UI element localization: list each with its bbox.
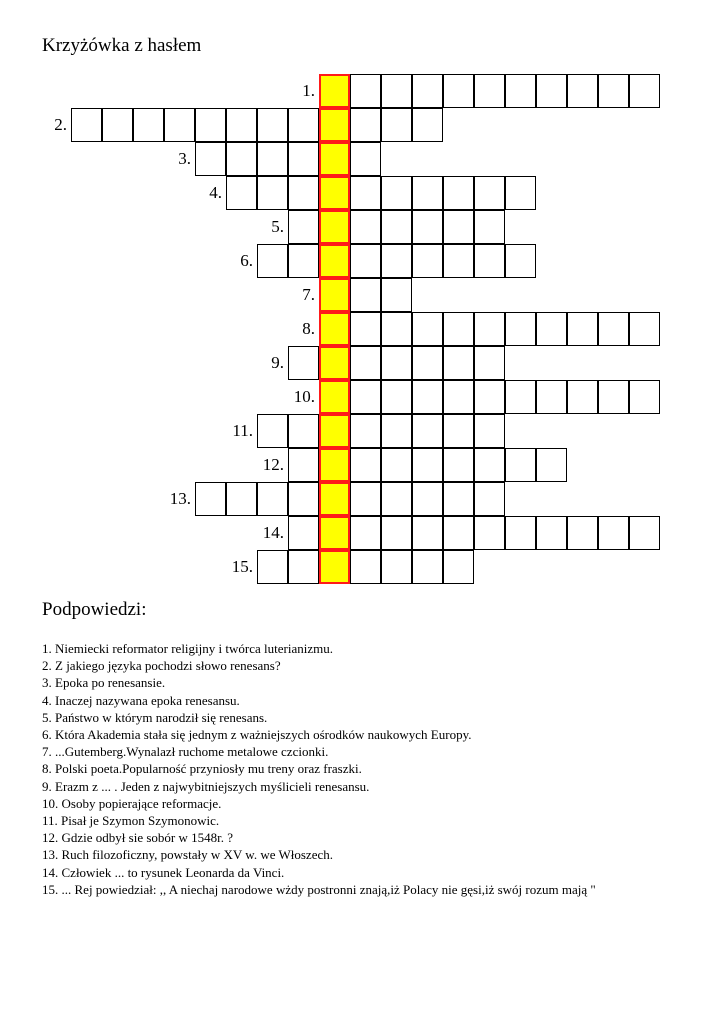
- answer-cell[interactable]: [226, 482, 257, 516]
- answer-cell[interactable]: [350, 108, 381, 142]
- answer-cell[interactable]: [350, 312, 381, 346]
- answer-cell[interactable]: [257, 550, 288, 584]
- row-number: 12.: [262, 455, 284, 474]
- row-number: 11.: [232, 421, 253, 440]
- key-cell[interactable]: [319, 210, 350, 244]
- answer-cell[interactable]: [288, 482, 319, 516]
- answer-cell[interactable]: [350, 244, 381, 278]
- row-number: 4.: [209, 183, 222, 202]
- answer-cell[interactable]: [350, 414, 381, 448]
- row-number: 13.: [169, 489, 191, 508]
- answer-cell[interactable]: [443, 176, 474, 210]
- answer-cell[interactable]: [381, 380, 412, 414]
- answer-cell[interactable]: [288, 142, 319, 176]
- key-cell[interactable]: [319, 414, 350, 448]
- clue-item: 4. Inaczej nazywana epoka renesansu.: [42, 692, 240, 708]
- hints-heading: Podpowiedzi:: [42, 599, 147, 620]
- clue-item: 13. Ruch filozoficzny, powstały w XV w. we Włoszech.: [42, 847, 333, 863]
- answer-cell[interactable]: [536, 74, 567, 108]
- answer-cell[interactable]: [350, 74, 381, 108]
- answer-cell[interactable]: [443, 414, 474, 448]
- answer-cell[interactable]: [350, 448, 381, 482]
- answer-cell[interactable]: [195, 482, 226, 516]
- answer-cell[interactable]: [598, 74, 629, 108]
- answer-cell[interactable]: [164, 108, 195, 142]
- answer-cell[interactable]: [257, 414, 288, 448]
- answer-cell[interactable]: [474, 414, 505, 448]
- row-number: 7.: [302, 285, 315, 304]
- answer-cell[interactable]: [381, 176, 412, 210]
- answer-cell[interactable]: [257, 176, 288, 210]
- answer-cell[interactable]: [505, 448, 536, 482]
- key-cell[interactable]: [319, 176, 350, 210]
- answer-cell[interactable]: [443, 346, 474, 380]
- answer-cell[interactable]: [226, 108, 257, 142]
- answer-cell[interactable]: [474, 74, 505, 108]
- answer-cell[interactable]: [412, 482, 443, 516]
- answer-cell[interactable]: [350, 210, 381, 244]
- clue-item: 14. Człowiek ... to rysunek Leonarda da Vinci.: [42, 864, 285, 880]
- answer-cell[interactable]: [629, 74, 660, 108]
- answer-cell[interactable]: [350, 380, 381, 414]
- answer-cell[interactable]: [443, 244, 474, 278]
- answer-cell[interactable]: [629, 516, 660, 550]
- answer-cell[interactable]: [567, 380, 598, 414]
- answer-cell[interactable]: [381, 210, 412, 244]
- answer-cell[interactable]: [412, 176, 443, 210]
- answer-cell[interactable]: [102, 108, 133, 142]
- answer-cell[interactable]: [288, 346, 319, 380]
- answer-cell[interactable]: [412, 516, 443, 550]
- answer-cell[interactable]: [381, 414, 412, 448]
- answer-cell[interactable]: [288, 414, 319, 448]
- answer-cell[interactable]: [443, 550, 474, 584]
- answer-cell[interactable]: [505, 516, 536, 550]
- answer-cell[interactable]: [412, 550, 443, 584]
- row-number: 14.: [262, 523, 284, 542]
- answer-cell[interactable]: [412, 244, 443, 278]
- row-number: 10.: [293, 387, 315, 406]
- answer-cell[interactable]: [350, 516, 381, 550]
- answer-cell[interactable]: [133, 108, 164, 142]
- answer-cell[interactable]: [381, 448, 412, 482]
- clue-item: 9. Erazm z ... . Jeden z najwybitniejszych myślicieli renesansu.: [42, 778, 370, 794]
- answer-cell[interactable]: [412, 108, 443, 142]
- answer-cell[interactable]: [505, 312, 536, 346]
- answer-cell[interactable]: [505, 380, 536, 414]
- answer-cell[interactable]: [412, 380, 443, 414]
- answer-cell[interactable]: [288, 176, 319, 210]
- row-number: 1.: [302, 81, 315, 100]
- answer-cell[interactable]: [536, 516, 567, 550]
- answer-cell[interactable]: [474, 244, 505, 278]
- answer-cell[interactable]: [412, 346, 443, 380]
- answer-cell[interactable]: [598, 516, 629, 550]
- answer-cell[interactable]: [71, 108, 102, 142]
- answer-cell[interactable]: [567, 312, 598, 346]
- answer-cell[interactable]: [443, 516, 474, 550]
- key-cell[interactable]: [319, 244, 350, 278]
- clue-item: 8. Polski poeta.Popularność przyniosły mu treny oraz fraszki.: [42, 761, 362, 777]
- clue-item: 2. Z jakiego języka pochodzi słowo renesans?: [42, 658, 281, 674]
- key-cell[interactable]: [319, 482, 350, 516]
- answer-cell[interactable]: [474, 482, 505, 516]
- answer-cell[interactable]: [195, 108, 226, 142]
- key-cell[interactable]: [319, 550, 350, 584]
- clue-item: 12. Gdzie odbył sie sobór w 1548r. ?: [42, 830, 234, 846]
- answer-cell[interactable]: [412, 414, 443, 448]
- answer-cell[interactable]: [288, 244, 319, 278]
- clue-item: 3. Epoka po renesansie.: [42, 675, 166, 691]
- answer-cell[interactable]: [257, 482, 288, 516]
- answer-cell[interactable]: [350, 482, 381, 516]
- answer-cell[interactable]: [474, 346, 505, 380]
- answer-cell[interactable]: [567, 74, 598, 108]
- answer-cell[interactable]: [350, 142, 381, 176]
- clue-item: 11. Pisał je Szymon Szymonowic.: [42, 813, 220, 829]
- answer-cell[interactable]: [195, 142, 226, 176]
- clue-item: 1. Niemiecki reformator religijny i twórca luterianizmu.: [42, 641, 333, 656]
- key-cell[interactable]: [319, 142, 350, 176]
- answer-cell[interactable]: [598, 380, 629, 414]
- answer-cell[interactable]: [381, 312, 412, 346]
- answer-cell[interactable]: [381, 278, 412, 312]
- row-number: 9.: [271, 353, 284, 372]
- answer-cell[interactable]: [505, 74, 536, 108]
- key-cell[interactable]: [319, 74, 350, 108]
- answer-cell[interactable]: [226, 142, 257, 176]
- clue-list: [42, 640, 596, 898]
- answer-cell[interactable]: [257, 244, 288, 278]
- answer-cell[interactable]: [629, 380, 660, 414]
- row-number: 15.: [231, 557, 253, 576]
- answer-cell[interactable]: [381, 550, 412, 584]
- answer-cell[interactable]: [412, 210, 443, 244]
- answer-cell[interactable]: [412, 312, 443, 346]
- answer-cell[interactable]: [536, 448, 567, 482]
- answer-cell[interactable]: [257, 142, 288, 176]
- answer-cell[interactable]: [505, 244, 536, 278]
- answer-cell[interactable]: [598, 312, 629, 346]
- answer-cell[interactable]: [629, 312, 660, 346]
- row-number: 5.: [271, 217, 284, 236]
- answer-cell[interactable]: [443, 448, 474, 482]
- key-cell[interactable]: [319, 278, 350, 312]
- row-number: 3.: [178, 149, 191, 168]
- answer-cell[interactable]: [443, 312, 474, 346]
- answer-cell[interactable]: [257, 108, 288, 142]
- answer-cell[interactable]: [288, 210, 319, 244]
- clue-item: 6. Która Akademia stała się jednym z ważniejszych ośrodków naukowych Europy.: [42, 727, 472, 743]
- answer-cell[interactable]: [443, 74, 474, 108]
- answer-cell[interactable]: [474, 448, 505, 482]
- key-cell[interactable]: [319, 346, 350, 380]
- answer-cell[interactable]: [288, 516, 319, 550]
- row-number: 8.: [302, 319, 315, 338]
- row-number: 6.: [240, 251, 253, 270]
- answer-cell[interactable]: [381, 516, 412, 550]
- clue-item: 15. ... Rej powiedział: ,, A niechaj narodowe wżdy postronni znają,iż Polacy nie gęsi,iż swój rozum mają ": [42, 881, 596, 897]
- answer-cell[interactable]: [536, 312, 567, 346]
- answer-cell[interactable]: [226, 176, 257, 210]
- clue-item: 5. Państwo w którym narodził się renesans.: [42, 709, 268, 725]
- answer-cell[interactable]: [474, 380, 505, 414]
- key-cell[interactable]: [319, 108, 350, 142]
- answer-cell[interactable]: [350, 346, 381, 380]
- answer-cell[interactable]: [474, 176, 505, 210]
- answer-cell[interactable]: [288, 550, 319, 584]
- answer-cell[interactable]: [381, 482, 412, 516]
- answer-cell[interactable]: [288, 448, 319, 482]
- answer-cell[interactable]: [381, 244, 412, 278]
- answer-cell[interactable]: [381, 74, 412, 108]
- answer-cell[interactable]: [474, 312, 505, 346]
- clue-item: 10. Osoby popierające reformacje.: [42, 795, 222, 811]
- answer-cell[interactable]: [443, 380, 474, 414]
- clue-item: 7. ...Gutemberg.Wynalazł ruchome metalowe czcionki.: [42, 744, 329, 760]
- key-cell[interactable]: [319, 448, 350, 482]
- page-title: Krzyżówka z hasłem: [42, 35, 202, 56]
- answer-cell[interactable]: [412, 74, 443, 108]
- answer-cell[interactable]: [381, 108, 412, 142]
- answer-cell[interactable]: [505, 176, 536, 210]
- answer-cell[interactable]: [288, 108, 319, 142]
- answer-cell[interactable]: [474, 516, 505, 550]
- answer-cell[interactable]: [536, 380, 567, 414]
- row-number: 2.: [54, 115, 67, 134]
- answer-cell[interactable]: [412, 448, 443, 482]
- answer-cell[interactable]: [381, 346, 412, 380]
- answer-cell[interactable]: [443, 482, 474, 516]
- answer-cell[interactable]: [474, 210, 505, 244]
- answer-cell[interactable]: [443, 210, 474, 244]
- key-cell[interactable]: [319, 380, 350, 414]
- answer-cell[interactable]: [350, 550, 381, 584]
- answer-cell[interactable]: [350, 176, 381, 210]
- answer-cell[interactable]: [350, 278, 381, 312]
- answer-cell[interactable]: [567, 516, 598, 550]
- key-cell[interactable]: [319, 516, 350, 550]
- key-cell[interactable]: [319, 312, 350, 346]
